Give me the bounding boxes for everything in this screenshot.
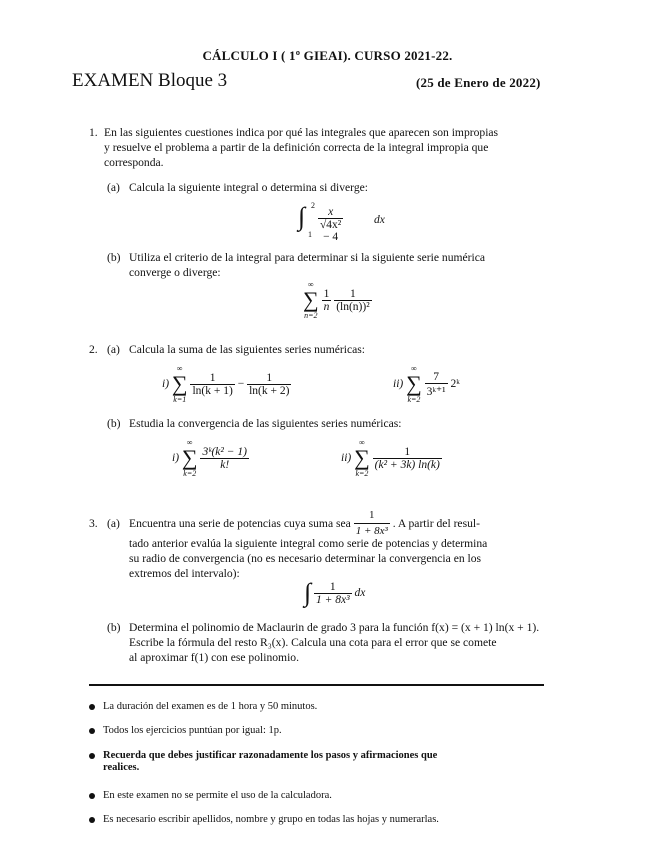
note-calculator xyxy=(89,790,569,801)
series-term-fraction-1 xyxy=(322,288,332,313)
question-1b-label: (b) xyxy=(107,251,121,264)
item-label: ii) xyxy=(393,378,404,390)
integral-sign: ∫ xyxy=(298,202,306,231)
summation xyxy=(182,438,198,478)
summation-upper: ∞ xyxy=(359,438,365,447)
fraction-denominator: (k² + 3k) ln(k) xyxy=(374,458,440,471)
question-3-number: 3. xyxy=(89,517,98,530)
question-2a-label: (a) xyxy=(107,343,120,356)
note-text: Recuerda que debes justificar razonadamente los pasos y afirmaciones que xyxy=(103,750,438,761)
fraction-numerator: 1 xyxy=(334,288,371,301)
question-2a-ii-series xyxy=(393,364,460,404)
integrand-numerator: x xyxy=(318,206,343,219)
fraction-numerator: 1 xyxy=(247,372,291,385)
fraction-numerator: 1 xyxy=(190,372,234,385)
summation-lower: k=2 xyxy=(407,395,421,404)
question-1b-text-line: converge o diverge: xyxy=(129,266,221,279)
item-label: i) xyxy=(162,378,170,390)
term-fraction-1 xyxy=(190,372,234,397)
fraction-denominator: 1 + 8x³ xyxy=(316,593,350,606)
integrand-fraction xyxy=(314,581,352,606)
question-3b-text xyxy=(129,620,619,665)
question-3a-text-line: su radio de convergencia (no es necesario determinar la convergencia en los xyxy=(129,552,482,565)
summation-lower: n=2 xyxy=(304,311,318,320)
note-text: La duración del examen es de 1 hora y 50 minutos. xyxy=(103,701,318,712)
question-2a-text: Calcula la suma de las siguientes series numéricas: xyxy=(129,343,365,356)
summation-upper: ∞ xyxy=(176,364,183,373)
fraction-denominator: ln(k + 1) xyxy=(192,384,233,397)
question-3a-first-line xyxy=(129,508,559,539)
fraction-denominator: 1 + 8x³ xyxy=(355,525,388,537)
question-3b-label: (b) xyxy=(107,621,121,634)
summation-lower: k=2 xyxy=(355,469,369,478)
power-term: 2ᵏ xyxy=(450,378,460,390)
bullet-icon xyxy=(89,728,95,734)
note-text: Todos los ejercicios puntúan por igual: 1p. xyxy=(103,725,282,736)
question-1a-text: Calcula la siguiente integral o determina si diverge: xyxy=(129,181,368,194)
question-1-intro xyxy=(104,125,559,170)
sigma-icon: ∑ xyxy=(406,371,422,396)
question-3b-text-line: Escribe la fórmula del resto R₃(x). Calcula una cota para el error que se comete xyxy=(129,636,497,649)
question-3a-integral xyxy=(304,578,365,608)
note-text: En este examen no se permite el uso de la calculadora. xyxy=(103,790,332,801)
integral-dx: dx xyxy=(374,214,385,226)
item-label: i) xyxy=(172,452,180,464)
question-1-intro-line: y resuelve el problema a partir de la definición correcta de la integral impropia que xyxy=(104,141,489,154)
question-2-number: 2. xyxy=(89,343,98,356)
item-label: ii) xyxy=(341,452,352,464)
summation-upper: ∞ xyxy=(186,438,193,447)
integrand-denominator: √4x² − 4 xyxy=(320,219,342,243)
fraction-numerator: 7 xyxy=(425,371,448,384)
course-header: CÁLCULO I ( 1º GIEAI). CURSO 2021-22. xyxy=(202,48,453,63)
question-2b-label: (b) xyxy=(107,417,121,430)
bullet-icon xyxy=(89,753,95,759)
integral-lower-limit: 1 xyxy=(308,230,312,239)
sigma-icon: ∑ xyxy=(171,371,188,396)
fraction-numerator: 1 xyxy=(314,581,352,594)
integral-sign: ∫ xyxy=(304,578,312,607)
question-2a-i-series xyxy=(162,364,291,404)
page-title: EXAMEN Bloque 3 xyxy=(72,70,228,91)
note-text-cont: realices. xyxy=(103,762,140,773)
question-3b-text-line: Determina el polinomio de Maclaurin de grado 3 para la función f(x) = (x + 1) ln(x + 1). xyxy=(129,621,540,634)
sigma-icon: ∑ xyxy=(354,445,370,470)
question-1-intro-line: corresponda. xyxy=(104,156,164,169)
fraction-denominator: k! xyxy=(220,458,230,471)
series-term-fraction-2 xyxy=(334,288,371,313)
integral-upper-limit: 2 xyxy=(311,201,315,210)
summation xyxy=(406,364,422,404)
term-fraction xyxy=(425,371,448,398)
term-fraction-2 xyxy=(247,372,291,397)
question-2b-text: Estudia la convergencia de las siguientes series numéricas: xyxy=(129,417,402,430)
summation xyxy=(303,280,319,320)
divider xyxy=(89,684,544,686)
summation-upper: ∞ xyxy=(307,280,314,289)
question-3a-text-line: extremos del intervalo): xyxy=(129,567,240,580)
question-2b-ii-series xyxy=(341,438,442,478)
question-1-intro-line: En las siguientes cuestiones indica por qué las integrales que aparecen son impropias xyxy=(104,126,499,139)
note-text: Es necesario escribir apellidos, nombre y grupo en todas las hojas y numerarlas. xyxy=(103,814,439,825)
fraction-numerator: 1 xyxy=(323,287,330,300)
bullet-icon xyxy=(89,817,95,823)
note-justify xyxy=(89,750,569,773)
question-1-number: 1. xyxy=(89,126,98,139)
summation-lower: k=1 xyxy=(173,395,187,404)
summation xyxy=(354,438,370,478)
note-names xyxy=(89,814,589,825)
question-1b-text xyxy=(129,250,559,280)
fraction-denominator: ln(k + 2) xyxy=(249,384,290,397)
fraction-numerator: 1 xyxy=(354,508,390,524)
note-duration xyxy=(89,701,569,712)
sigma-icon: ∑ xyxy=(303,287,319,312)
bullet-icon xyxy=(89,793,95,799)
integrand-fraction xyxy=(318,206,343,243)
question-3a-text-block xyxy=(129,536,559,581)
power-series-fraction xyxy=(354,508,390,539)
sigma-icon: ∑ xyxy=(181,445,198,470)
question-1b-text-line: Utiliza el criterio de la integral para determinar si la siguiente serie numérica xyxy=(129,251,486,264)
summation-lower: k=2 xyxy=(183,469,197,478)
fraction-denominator: n xyxy=(323,300,330,313)
fraction-denominator: 3ᵏ⁺¹ xyxy=(426,385,446,398)
exam-date: (25 de Enero de 2022) xyxy=(416,75,541,90)
summation xyxy=(172,364,188,404)
term-fraction xyxy=(373,446,442,471)
question-3a-text: Encuentra una serie de potencias cuya suma sea xyxy=(129,517,351,530)
question-1b-series xyxy=(303,280,372,320)
question-3a-text-cont: . A partir del resul- xyxy=(392,517,480,530)
fraction-numerator: 1 xyxy=(373,446,442,459)
note-scoring xyxy=(89,725,569,736)
fraction-numerator: 3ᵏ(k² − 1) xyxy=(202,445,247,458)
question-3a-text-line: tado anterior evalúa la siguiente integral como serie de potencias y determina xyxy=(129,537,488,550)
bullet-icon xyxy=(89,704,95,710)
integral-dx: dx xyxy=(354,587,366,599)
question-1a-label: (a) xyxy=(107,181,120,194)
minus-sign: − xyxy=(237,378,245,390)
term-fraction xyxy=(200,446,248,471)
question-3a-label: (a) xyxy=(107,517,120,530)
fraction-denominator: (ln(n))² xyxy=(336,300,370,313)
summation-upper: ∞ xyxy=(411,364,417,373)
question-2b-i-series xyxy=(172,438,249,478)
question-3b-text-line: al aproximar f(1) con ese polinomio. xyxy=(129,651,299,664)
